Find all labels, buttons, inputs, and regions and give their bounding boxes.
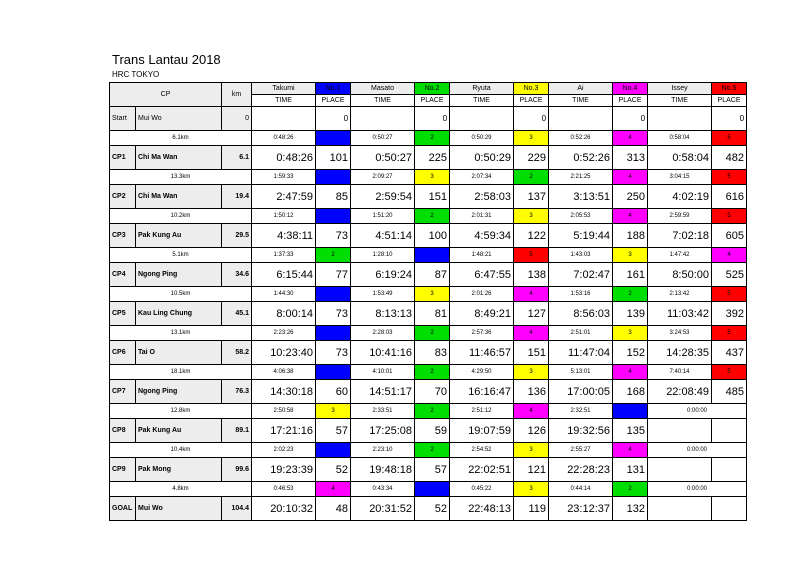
split-time bbox=[351, 107, 415, 131]
overall-place: 250 bbox=[613, 185, 648, 209]
overall-place: 139 bbox=[613, 302, 648, 326]
segment-time: 2:33:51 bbox=[351, 404, 415, 419]
checkpoint-row bbox=[110, 419, 747, 443]
split-time: 11:47:04 bbox=[549, 341, 613, 365]
segment-rank bbox=[316, 365, 351, 380]
segment-rank: 4 bbox=[613, 170, 648, 185]
segment-time: 5:13:01 bbox=[549, 365, 613, 380]
overall-place: 392 bbox=[712, 302, 747, 326]
segment-time: 2:51:12 bbox=[450, 404, 514, 419]
segment-rank bbox=[415, 482, 450, 497]
checkpoint-name: Ngong Ping bbox=[136, 380, 222, 404]
segment-row bbox=[110, 170, 747, 185]
checkpoint-name: Mui Wo bbox=[136, 497, 222, 521]
checkpoint-row bbox=[110, 185, 747, 209]
segment-time: 1:59:33 bbox=[252, 170, 316, 185]
segment-time: 0:52:26 bbox=[549, 131, 613, 146]
split-time: 4:38:11 bbox=[252, 224, 316, 248]
overall-place: 57 bbox=[415, 458, 450, 482]
segment-time: 2:21:25 bbox=[549, 170, 613, 185]
split-time: 8:13:13 bbox=[351, 302, 415, 326]
overall-place: 229 bbox=[514, 146, 549, 170]
overall-place: 0 bbox=[514, 107, 549, 131]
checkpoint-row bbox=[110, 224, 747, 248]
segment-distance: 10.5km bbox=[110, 287, 252, 302]
segment-time: 0:44:14 bbox=[549, 482, 613, 497]
split-time: 14:28:35 bbox=[648, 341, 712, 365]
segment-rank: 2 bbox=[415, 326, 450, 341]
split-time: 14:51:17 bbox=[351, 380, 415, 404]
place-header: PLACE bbox=[712, 95, 747, 107]
segment-rank bbox=[316, 209, 351, 224]
time-header: TIME bbox=[648, 95, 712, 107]
overall-place: 52 bbox=[415, 497, 450, 521]
segment-time: 4:29:50 bbox=[450, 365, 514, 380]
checkpoint-name: Chi Ma Wan bbox=[136, 146, 222, 170]
checkpoint-row bbox=[110, 458, 747, 482]
split-time: 0:48:26 bbox=[252, 146, 316, 170]
segment-time: 1:43:03 bbox=[549, 248, 613, 263]
time-header: TIME bbox=[450, 95, 514, 107]
segment-distance: 10.4km bbox=[110, 443, 252, 458]
segment-time: 2:32:51 bbox=[549, 404, 613, 419]
split-time: 5:19:44 bbox=[549, 224, 613, 248]
split-time: 2:47:59 bbox=[252, 185, 316, 209]
checkpoint-name: Pak Kung Au bbox=[136, 224, 222, 248]
header-row-names bbox=[110, 83, 747, 95]
overall-place: 83 bbox=[415, 341, 450, 365]
segment-rank: 5 bbox=[712, 326, 747, 341]
segment-time: 1:47:42 bbox=[648, 248, 712, 263]
segment-rank bbox=[316, 443, 351, 458]
segment-time: 2:23:26 bbox=[252, 326, 316, 341]
checkpoint-code: Start bbox=[110, 107, 136, 131]
checkpoint-code: CP1 bbox=[110, 146, 136, 170]
overall-place: 127 bbox=[514, 302, 549, 326]
segment-rank: 4 bbox=[613, 209, 648, 224]
runner-name: Masato bbox=[351, 83, 415, 95]
segment-row bbox=[110, 209, 747, 224]
segment-time: 2:28:03 bbox=[351, 326, 415, 341]
split-time: 4:02:19 bbox=[648, 185, 712, 209]
segment-rank bbox=[316, 131, 351, 146]
segment-time: 2:50:58 bbox=[252, 404, 316, 419]
segment-time: 2:02:23 bbox=[252, 443, 316, 458]
overall-place: 135 bbox=[613, 419, 648, 443]
segment-rank: 2 bbox=[415, 209, 450, 224]
split-time bbox=[648, 497, 712, 521]
segment-time: 4:10:01 bbox=[351, 365, 415, 380]
split-time: 19:32:56 bbox=[549, 419, 613, 443]
place-header: PLACE bbox=[514, 95, 549, 107]
segment-rank: 3 bbox=[514, 482, 549, 497]
overall-place: 482 bbox=[712, 146, 747, 170]
checkpoint-km: 104.4 bbox=[222, 497, 252, 521]
segment-rank bbox=[415, 248, 450, 263]
split-time: 11:46:57 bbox=[450, 341, 514, 365]
segment-distance: 4.8km bbox=[110, 482, 252, 497]
segment-time: 0:58:04 bbox=[648, 131, 712, 146]
segment-rank: 3 bbox=[514, 131, 549, 146]
segment-rank bbox=[613, 404, 648, 419]
checkpoint-km: 6.1 bbox=[222, 146, 252, 170]
split-time: 2:59:54 bbox=[351, 185, 415, 209]
segment-rank: 2 bbox=[514, 170, 549, 185]
checkpoint-km: 89.1 bbox=[222, 419, 252, 443]
overall-place: 100 bbox=[415, 224, 450, 248]
split-time bbox=[648, 107, 712, 131]
segment-rank bbox=[316, 287, 351, 302]
segment-time: 2:23:10 bbox=[351, 443, 415, 458]
overall-place: 131 bbox=[613, 458, 648, 482]
segment-rank: 2 bbox=[415, 404, 450, 419]
segment-time: 1:50:12 bbox=[252, 209, 316, 224]
segment-time: 1:51:20 bbox=[351, 209, 415, 224]
overall-place: 525 bbox=[712, 263, 747, 287]
overall-place: 188 bbox=[613, 224, 648, 248]
segment-row bbox=[110, 287, 747, 302]
team-name: HRC TOKYO bbox=[112, 70, 160, 79]
segment-time: 2:09:27 bbox=[351, 170, 415, 185]
overall-place: 52 bbox=[316, 458, 351, 482]
split-time bbox=[648, 458, 712, 482]
split-time: 6:15:44 bbox=[252, 263, 316, 287]
runner-name: Takumi bbox=[252, 83, 316, 95]
split-time: 0:50:27 bbox=[351, 146, 415, 170]
overall-place: 0 bbox=[415, 107, 450, 131]
split-time: 7:02:47 bbox=[549, 263, 613, 287]
segment-rank: 5 bbox=[712, 170, 747, 185]
segment-time: 2:55:27 bbox=[549, 443, 613, 458]
checkpoint-km: 45.1 bbox=[222, 302, 252, 326]
segment-distance: 13.3km bbox=[110, 170, 252, 185]
overall-place: 60 bbox=[316, 380, 351, 404]
checkpoint-km: 58.2 bbox=[222, 341, 252, 365]
checkpoint-code: CP2 bbox=[110, 185, 136, 209]
split-time: 8:00:14 bbox=[252, 302, 316, 326]
overall-place: 313 bbox=[613, 146, 648, 170]
overall-place: 87 bbox=[415, 263, 450, 287]
segment-rank: 4 bbox=[514, 404, 549, 419]
checkpoint-name: Pak Kung Au bbox=[136, 419, 222, 443]
segment-rank: 4 bbox=[316, 482, 351, 497]
checkpoint-code: CP4 bbox=[110, 263, 136, 287]
segment-rank: 4 bbox=[613, 443, 648, 458]
checkpoint-name: Pak Mong bbox=[136, 458, 222, 482]
segment-time: 2:13:42 bbox=[648, 287, 712, 302]
segment-row bbox=[110, 365, 747, 380]
segment-time: 2:54:52 bbox=[450, 443, 514, 458]
checkpoint-code: CP9 bbox=[110, 458, 136, 482]
overall-place: 73 bbox=[316, 224, 351, 248]
split-time: 8:49:21 bbox=[450, 302, 514, 326]
segment-time: 1:48:21 bbox=[450, 248, 514, 263]
checkpoint-code: CP7 bbox=[110, 380, 136, 404]
checkpoint-code: CP8 bbox=[110, 419, 136, 443]
split-time bbox=[648, 419, 712, 443]
checkpoint-row bbox=[110, 380, 747, 404]
overall-place: 151 bbox=[415, 185, 450, 209]
page-title: Trans Lantau 2018 bbox=[112, 52, 221, 67]
segment-rank: 4 bbox=[712, 248, 747, 263]
overall-place: 81 bbox=[415, 302, 450, 326]
overall-place bbox=[712, 419, 747, 443]
overall-place: 225 bbox=[415, 146, 450, 170]
segment-rank: 3 bbox=[415, 287, 450, 302]
overall-place: 48 bbox=[316, 497, 351, 521]
segment-rank bbox=[316, 326, 351, 341]
split-time: 22:48:13 bbox=[450, 497, 514, 521]
checkpoint-code: GOAL bbox=[110, 497, 136, 521]
segment-distance: 5.1km bbox=[110, 248, 252, 263]
segment-time: 1:44:30 bbox=[252, 287, 316, 302]
overall-place: 70 bbox=[415, 380, 450, 404]
checkpoint-name: Tai O bbox=[136, 341, 222, 365]
split-time: 4:51:14 bbox=[351, 224, 415, 248]
overall-place: 161 bbox=[613, 263, 648, 287]
segment-time: 1:37:33 bbox=[252, 248, 316, 263]
overall-place: 121 bbox=[514, 458, 549, 482]
overall-place: 136 bbox=[514, 380, 549, 404]
segment-row bbox=[110, 443, 747, 458]
segment-time: 2:07:34 bbox=[450, 170, 514, 185]
segment-distance: 10.2km bbox=[110, 209, 252, 224]
segment-rank: 4 bbox=[613, 131, 648, 146]
segment-distance: 13.1km bbox=[110, 326, 252, 341]
segment-time: 0:00:00 bbox=[648, 404, 747, 419]
split-time: 2:58:03 bbox=[450, 185, 514, 209]
segment-rank: 2 bbox=[613, 482, 648, 497]
overall-place: 73 bbox=[316, 302, 351, 326]
overall-place: 126 bbox=[514, 419, 549, 443]
overall-place: 122 bbox=[514, 224, 549, 248]
split-time: 16:16:47 bbox=[450, 380, 514, 404]
checkpoint-km: 0 bbox=[222, 107, 252, 131]
segment-rank: 2 bbox=[415, 365, 450, 380]
segment-rank: 2 bbox=[415, 131, 450, 146]
overall-place: 138 bbox=[514, 263, 549, 287]
checkpoint-code: CP3 bbox=[110, 224, 136, 248]
split-time: 4:59:34 bbox=[450, 224, 514, 248]
segment-time: 0:45:22 bbox=[450, 482, 514, 497]
segment-rank: 4 bbox=[514, 326, 549, 341]
segment-rank: 5 bbox=[712, 287, 747, 302]
checkpoint-km: 99.6 bbox=[222, 458, 252, 482]
time-header: TIME bbox=[252, 95, 316, 107]
checkpoint-row bbox=[110, 107, 747, 131]
overall-place: 168 bbox=[613, 380, 648, 404]
segment-rank: 5 bbox=[712, 209, 747, 224]
split-time: 8:56:03 bbox=[549, 302, 613, 326]
overall-place bbox=[712, 458, 747, 482]
runner-badge: No.5 bbox=[712, 83, 747, 95]
overall-place bbox=[712, 497, 747, 521]
segment-time: 2:05:53 bbox=[549, 209, 613, 224]
cp-header: CP bbox=[110, 83, 222, 107]
segment-rank: 3 bbox=[613, 248, 648, 263]
time-header: TIME bbox=[549, 95, 613, 107]
checkpoint-km: 29.5 bbox=[222, 224, 252, 248]
split-time bbox=[450, 107, 514, 131]
segment-time: 0:48:26 bbox=[252, 131, 316, 146]
overall-place: 101 bbox=[316, 146, 351, 170]
overall-place: 0 bbox=[712, 107, 747, 131]
overall-place: 0 bbox=[316, 107, 351, 131]
split-time: 17:25:08 bbox=[351, 419, 415, 443]
results-table bbox=[109, 82, 747, 521]
checkpoint-km: 34.6 bbox=[222, 263, 252, 287]
split-time: 17:00:05 bbox=[549, 380, 613, 404]
segment-row bbox=[110, 482, 747, 497]
runner-badge: No.3 bbox=[514, 83, 549, 95]
split-time: 8:50:00 bbox=[648, 263, 712, 287]
checkpoint-code: CP5 bbox=[110, 302, 136, 326]
checkpoint-row bbox=[110, 146, 747, 170]
segment-time: 3:24:53 bbox=[648, 326, 712, 341]
segment-rank: 5 bbox=[712, 365, 747, 380]
segment-rank bbox=[316, 170, 351, 185]
split-time: 23:12:37 bbox=[549, 497, 613, 521]
overall-place: 151 bbox=[514, 341, 549, 365]
checkpoint-row bbox=[110, 263, 747, 287]
segment-time: 4:06:38 bbox=[252, 365, 316, 380]
split-time: 10:41:16 bbox=[351, 341, 415, 365]
segment-rank: 2 bbox=[415, 443, 450, 458]
split-time: 20:10:32 bbox=[252, 497, 316, 521]
checkpoint-name: Mui Wo bbox=[136, 107, 222, 131]
split-time: 22:28:23 bbox=[549, 458, 613, 482]
runner-name: Issey bbox=[648, 83, 712, 95]
km-header: km bbox=[222, 83, 252, 107]
split-time: 19:07:59 bbox=[450, 419, 514, 443]
checkpoint-km: 76.3 bbox=[222, 380, 252, 404]
place-header: PLACE bbox=[613, 95, 648, 107]
segment-rank: 4 bbox=[613, 365, 648, 380]
split-time: 0:52:26 bbox=[549, 146, 613, 170]
split-time: 7:02:18 bbox=[648, 224, 712, 248]
segment-time: 2:51:01 bbox=[549, 326, 613, 341]
segment-time: 0:43:34 bbox=[351, 482, 415, 497]
split-time: 3:13:51 bbox=[549, 185, 613, 209]
overall-place: 73 bbox=[316, 341, 351, 365]
segment-time: 2:57:36 bbox=[450, 326, 514, 341]
checkpoint-row bbox=[110, 341, 747, 365]
split-time bbox=[549, 107, 613, 131]
segment-rank: 3 bbox=[613, 326, 648, 341]
segment-rank: 5 bbox=[712, 131, 747, 146]
split-time: 14:30:18 bbox=[252, 380, 316, 404]
segment-time: 1:53:16 bbox=[549, 287, 613, 302]
segment-time: 0:00:00 bbox=[648, 443, 747, 458]
checkpoint-name: Ngong Ping bbox=[136, 263, 222, 287]
checkpoint-row bbox=[110, 302, 747, 326]
place-header: PLACE bbox=[316, 95, 351, 107]
checkpoint-code: CP6 bbox=[110, 341, 136, 365]
split-time: 0:50:29 bbox=[450, 146, 514, 170]
segment-time: 3:04:15 bbox=[648, 170, 712, 185]
split-time: 17:21:16 bbox=[252, 419, 316, 443]
split-time bbox=[252, 107, 316, 131]
overall-place: 437 bbox=[712, 341, 747, 365]
split-time: 22:08:49 bbox=[648, 380, 712, 404]
segment-distance: 18.1km bbox=[110, 365, 252, 380]
overall-place: 59 bbox=[415, 419, 450, 443]
split-time: 19:48:18 bbox=[351, 458, 415, 482]
segment-rank: 5 bbox=[514, 248, 549, 263]
segment-row bbox=[110, 326, 747, 341]
split-time: 11:03:42 bbox=[648, 302, 712, 326]
segment-rank: 4 bbox=[514, 287, 549, 302]
checkpoint-name: Kau Ling Chung bbox=[136, 302, 222, 326]
split-time: 20:31:52 bbox=[351, 497, 415, 521]
runner-badge: No.2 bbox=[415, 83, 450, 95]
overall-place: 132 bbox=[613, 497, 648, 521]
split-time: 6:47:55 bbox=[450, 263, 514, 287]
overall-place: 85 bbox=[316, 185, 351, 209]
overall-place: 77 bbox=[316, 263, 351, 287]
segment-distance: 12.8km bbox=[110, 404, 252, 419]
checkpoint-row bbox=[110, 497, 747, 521]
checkpoint-name: Chi Ma Wan bbox=[136, 185, 222, 209]
segment-time: 1:53:49 bbox=[351, 287, 415, 302]
split-time: 0:58:04 bbox=[648, 146, 712, 170]
time-header: TIME bbox=[351, 95, 415, 107]
overall-place: 616 bbox=[712, 185, 747, 209]
segment-time: 0:50:29 bbox=[450, 131, 514, 146]
runner-badge: No.1 bbox=[316, 83, 351, 95]
place-header: PLACE bbox=[415, 95, 450, 107]
overall-place: 57 bbox=[316, 419, 351, 443]
split-time: 19:23:39 bbox=[252, 458, 316, 482]
segment-time: 0:50:27 bbox=[351, 131, 415, 146]
runner-name: Ryuta bbox=[450, 83, 514, 95]
segment-rank: 2 bbox=[613, 287, 648, 302]
split-time: 6:19:24 bbox=[351, 263, 415, 287]
overall-place: 137 bbox=[514, 185, 549, 209]
overall-place: 485 bbox=[712, 380, 747, 404]
segment-time: 2:01:31 bbox=[450, 209, 514, 224]
segment-time: 1:28:10 bbox=[351, 248, 415, 263]
checkpoint-km: 19.4 bbox=[222, 185, 252, 209]
segment-time: 2:59:59 bbox=[648, 209, 712, 224]
split-time: 22:02:51 bbox=[450, 458, 514, 482]
runner-name: Ai bbox=[549, 83, 613, 95]
segment-row bbox=[110, 131, 747, 146]
segment-time: 0:00:00 bbox=[648, 482, 747, 497]
overall-place: 605 bbox=[712, 224, 747, 248]
segment-time: 2:01:26 bbox=[450, 287, 514, 302]
runner-badge: No.4 bbox=[613, 83, 648, 95]
split-time: 10:23:40 bbox=[252, 341, 316, 365]
segment-rank: 3 bbox=[514, 365, 549, 380]
overall-place: 152 bbox=[613, 341, 648, 365]
segment-row bbox=[110, 404, 747, 419]
segment-rank: 3 bbox=[514, 209, 549, 224]
segment-time: 7:40:14 bbox=[648, 365, 712, 380]
segment-rank: 2 bbox=[316, 248, 351, 263]
segment-rank: 3 bbox=[514, 443, 549, 458]
segment-rank: 3 bbox=[316, 404, 351, 419]
overall-place: 119 bbox=[514, 497, 549, 521]
segment-time: 0:46:53 bbox=[252, 482, 316, 497]
segment-row bbox=[110, 248, 747, 263]
segment-rank: 3 bbox=[415, 170, 450, 185]
overall-place: 0 bbox=[613, 107, 648, 131]
segment-distance: 6.1km bbox=[110, 131, 252, 146]
